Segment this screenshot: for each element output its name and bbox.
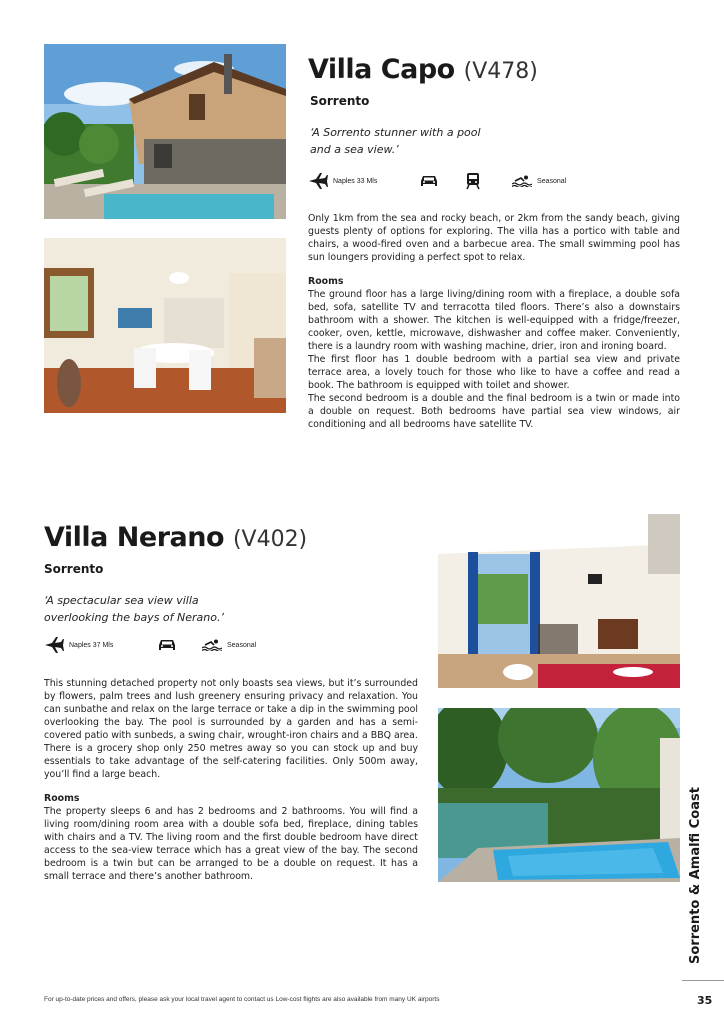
villa-nerano-rooms-heading: Rooms xyxy=(44,793,80,804)
train-icon xyxy=(466,172,480,190)
villa-capo-train-fact xyxy=(466,170,480,192)
villa-capo-body xyxy=(308,212,680,431)
villa-nerano-car-fact xyxy=(158,634,176,656)
villa-capo-interior-photo xyxy=(44,238,286,413)
villa-nerano-tagline-line2: overlooking the bays of Nerano.’ xyxy=(44,611,224,624)
villa-nerano-facts xyxy=(44,634,418,656)
villa-capo-title xyxy=(308,54,538,85)
villa-nerano-tagline-line1: ‘A spectacular sea view villa xyxy=(44,594,199,607)
villa-capo-tagline-line1: ‘A Sorrento stunner with a pool xyxy=(310,126,481,139)
car-icon xyxy=(420,174,438,188)
villa-nerano-rooms-p1: The property sleeps 6 and has 2 bedrooms and 2 bathrooms. You will find a living room/dining room area with a double sofa bed, fireplace, dining tables with chairs and a TV. The living room and the first double bedroom have direct access to the sea-view terrace which has a great view of the bay. The second bedroom is a twin but can be arranged to be a double on request. It has a small terrace and there’s another bathroom. xyxy=(44,806,418,882)
footer-divider xyxy=(682,980,724,981)
villa-capo-pool-fact xyxy=(512,170,566,192)
villa-capo-airport-distance: Naples 33 Mls xyxy=(333,177,378,185)
villa-nerano-body xyxy=(44,677,418,883)
region-side-label: Sorrento & Amalfi Coast xyxy=(688,787,703,964)
swimmer-icon xyxy=(512,175,532,187)
villa-nerano-tagline xyxy=(44,592,304,626)
villa-capo-tagline-line2: and a sea view.’ xyxy=(310,143,399,156)
villa-nerano-pool-season: Seasonal xyxy=(227,641,257,649)
swimmer-icon xyxy=(202,639,222,651)
villa-capo-airport-fact xyxy=(308,170,377,192)
footer-note: For up-to-date prices and offers, please ask your local travel agent to contact us Low-cost flights are also available from many UK airports xyxy=(44,996,440,1003)
villa-nerano-location: Sorrento xyxy=(44,562,104,576)
villa-capo-facts xyxy=(308,170,680,192)
villa-capo-rooms-p2: The first floor has 1 double bedroom with a partial sea view and private terrace area, a lovely touch for those who like to have a coffee and read a book. The bathroom is equipped with toilet and shower. xyxy=(308,354,680,391)
villa-capo-location: Sorrento xyxy=(310,94,370,108)
airplane-icon xyxy=(308,172,328,190)
villa-nerano-name: Villa Nerano xyxy=(44,522,225,553)
villa-capo-tagline xyxy=(310,124,550,158)
villa-nerano-description-p1: This stunning detached property not only boasts sea views, but it’s surrounded by flowers, palm trees and lush greenery ensuring privacy and relaxation. You can sunbathe and relax on the large terrace or take a dip in the swimming pool overlooking the bay. The pool is surrounded by a garden and has a semi-covered patio with sunbeds, a swing chair, wrought-iron chairs and a BBQ area. xyxy=(44,678,418,741)
villa-capo-pool-season: Seasonal xyxy=(537,177,567,185)
page-number: 35 xyxy=(697,994,713,1007)
villa-capo-car-fact xyxy=(420,170,438,192)
villa-capo-rooms-p3: The second bedroom is a double and the final bedroom is a twin or made into a double on request. Both bedrooms have partial sea view windows, air conditioning and all bedrooms have satellite TV. xyxy=(308,393,680,430)
villa-nerano-airport-fact xyxy=(44,634,113,656)
villa-capo-exterior-photo xyxy=(44,44,286,219)
car-icon xyxy=(158,638,176,652)
airplane-icon xyxy=(44,636,64,654)
villa-nerano-title xyxy=(44,522,307,553)
villa-nerano-code: (V402) xyxy=(232,527,308,552)
villa-capo-code: (V478) xyxy=(463,59,538,84)
villa-capo-rooms-p1: The ground floor has a large living/dining room with a fireplace, a double sofa bed, sofa, satellite TV and terracotta tiled floors. There’s also a downstairs bathroom with a shower. The kitchen is well-equipped with a fridge/freezer, cooker, oven, kettle, microwave, dishwasher and coffee maker. Conveniently, there is a laundry room with washing machine, drier, iron and ironing board. xyxy=(308,289,680,352)
villa-capo-name: Villa Capo xyxy=(308,54,455,85)
villa-capo-rooms-heading: Rooms xyxy=(308,276,344,287)
villa-nerano-description-p2: There is a grocery shop only 250 metres away so you can stock up and buy essentials to take advantage of the self-catering facilities. Only 500m away, you’ll find a large beach. xyxy=(44,743,418,780)
villa-nerano-living-room-photo xyxy=(438,514,680,688)
villa-nerano-pool-photo xyxy=(438,708,680,882)
villa-nerano-airport-distance: Naples 37 Mls xyxy=(69,641,114,649)
villa-capo-description: Only 1km from the sea and rocky beach, or 2km from the sandy beach, giving guests plenty of options for exploring. The villa has a portico with table and chairs, a wood-fired oven and a barbecue area. The small swimming pool has sun loungers providing a perfect spot to relax. xyxy=(308,213,680,263)
villa-nerano-pool-fact xyxy=(202,634,256,656)
